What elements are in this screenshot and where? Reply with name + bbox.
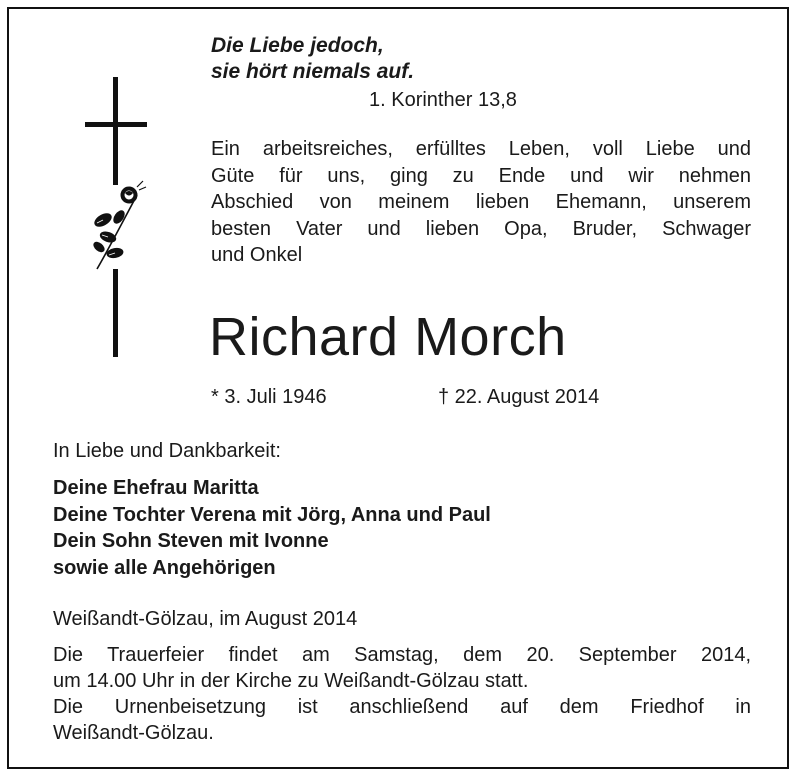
mourner-line: Deine Ehefrau Maritta: [53, 477, 259, 499]
intro-line: Abschied von meinem lieben Ehemann, unserem: [211, 191, 751, 213]
service-info: [53, 642, 751, 746]
quote-line-1: Die Liebe jedoch,: [211, 34, 384, 57]
intro-line: Güte für uns, ging zu Ende und wir nehmen: [211, 164, 751, 187]
service-line: Die Urnenbeisetzung ist anschließend auf dem Friedhof in: [53, 696, 751, 718]
cross-with-rose-icon: [85, 77, 147, 357]
intro-line: Ein arbeitsreiches, erfülltes Leben, voll Liebe und: [211, 138, 751, 160]
bible-reference: 1. Korinther 13,8: [369, 89, 517, 111]
intro-text: [211, 136, 751, 269]
mourners-list: [53, 475, 491, 581]
birth-date: * 3. Juli 1946: [211, 386, 327, 408]
obituary-notice: [7, 7, 789, 769]
mourner-line: sowie alle Angehörigen: [53, 556, 276, 579]
mourner-line: Deine Tochter Verena mit Jörg, Anna und Paul: [53, 503, 491, 526]
deceased-name: Richard Morch: [209, 307, 567, 367]
service-line: um 14.00 Uhr in der Kirche zu Weißandt-Gölzau statt.: [53, 670, 529, 692]
service-line: Die Trauerfeier findet am Samstag, dem 20. September 2014,: [53, 644, 751, 666]
quote-line-2: sie hört niemals auf.: [211, 60, 415, 83]
rose-icon: [92, 181, 146, 269]
place-and-date: Weißandt-Gölzau, im August 2014: [53, 608, 358, 630]
intro-line: besten Vater und lieben Opa, Bruder, Schwager: [211, 217, 751, 240]
death-date: † 22. August 2014: [438, 386, 600, 408]
mourner-line: Dein Sohn Steven mit Ivonne: [53, 530, 329, 552]
intro-line: und Onkel: [211, 244, 303, 266]
mourners-intro: In Liebe und Dankbarkeit:: [53, 440, 281, 462]
service-line: Weißandt-Gölzau.: [53, 722, 214, 744]
